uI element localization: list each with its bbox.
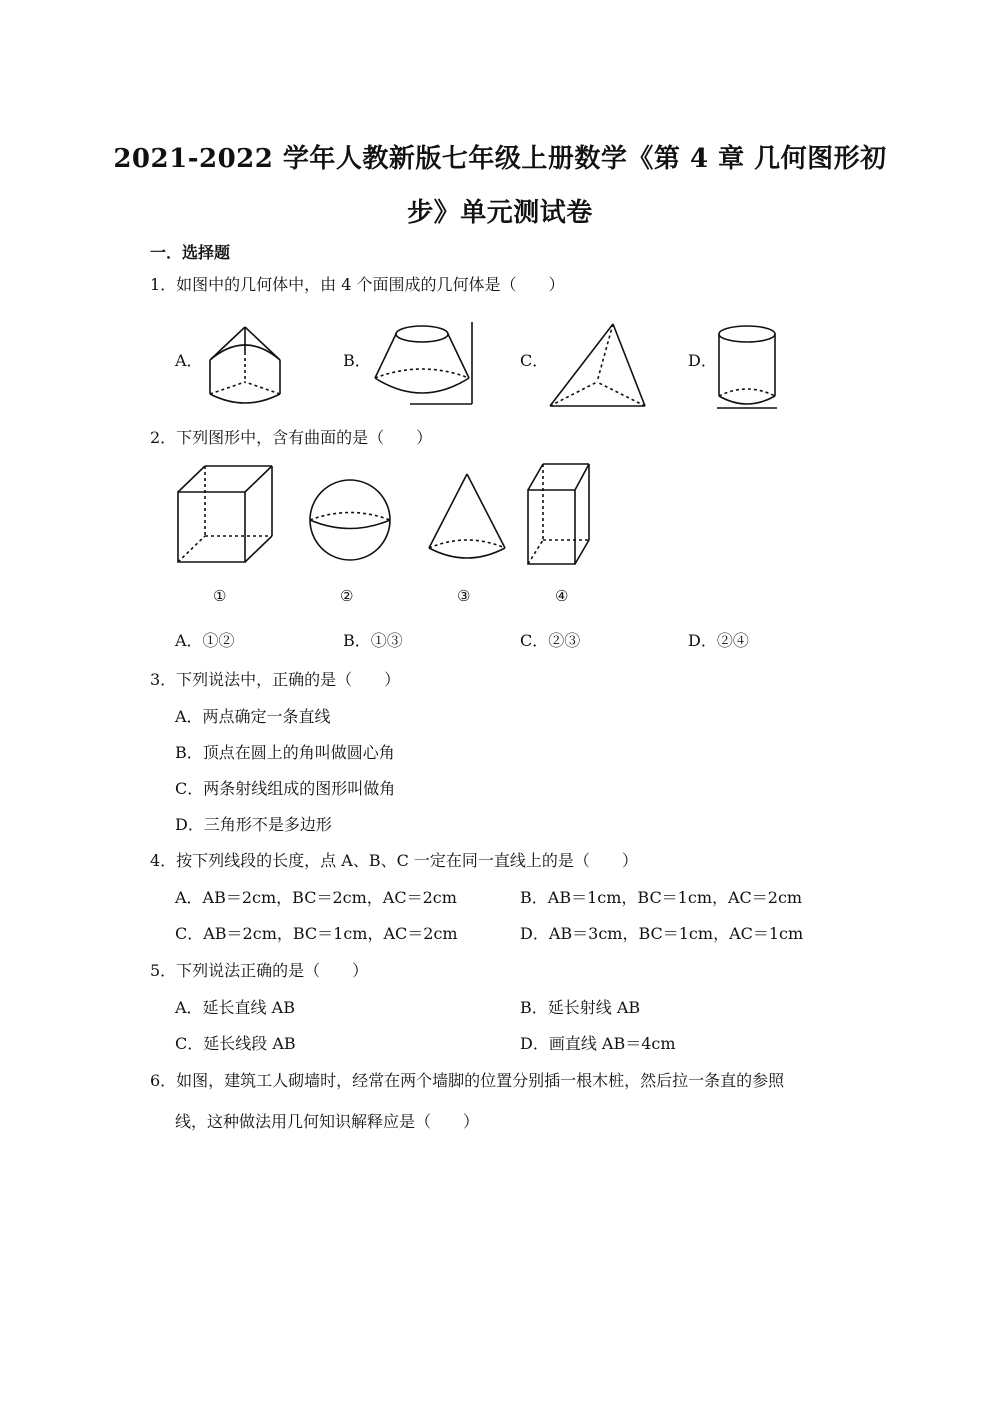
q4-option-a[interactable]: A．AB＝2cm，BC＝2cm，AC＝2cm <box>175 888 457 907</box>
q5-option-c[interactable]: C．延长线段 AB <box>175 1034 296 1053</box>
question-6-stem-line-2: 线，这种做法用几何知识解释应是（ ） <box>175 1112 480 1131</box>
q3-option-c[interactable]: C．两条射线组成的图形叫做角 <box>175 779 396 798</box>
q2-figure-2-label: ② <box>340 587 354 605</box>
q1-option-a-label[interactable]: A． <box>175 351 203 370</box>
q2-figure-4-label: ④ <box>555 587 569 605</box>
question-4-stem: 4．按下列线段的长度，点 A、B、C 一定在同一直线上的是（ ） <box>150 851 638 870</box>
q2-figure-1-label: ① <box>213 587 227 605</box>
q1-figure-b-frustum <box>370 320 475 406</box>
q1-option-b-label[interactable]: B． <box>343 351 371 370</box>
question-5-stem: 5．下列说法正确的是（ ） <box>150 961 369 980</box>
q3-option-b[interactable]: B．顶点在圆上的角叫做圆心角 <box>175 743 395 762</box>
q5-option-d[interactable]: D．画直线 AB＝4cm <box>520 1034 676 1053</box>
q2-option-a[interactable]: A．①② <box>175 631 235 650</box>
q2-figure-2-sphere <box>305 475 395 565</box>
q1-figure-c-tetrahedron <box>545 320 650 410</box>
question-3-stem: 3．下列说法中，正确的是（ ） <box>150 670 401 689</box>
q4-option-b[interactable]: B．AB＝1cm，BC＝1cm，AC＝2cm <box>520 888 803 907</box>
question-1-stem: 1．如图中的几何体中，由 4 个面围成的几何体是（ ） <box>150 275 565 294</box>
q2-figure-1-cube <box>175 462 275 568</box>
q4-option-d[interactable]: D．AB＝3cm，BC＝1cm，AC＝1cm <box>520 924 804 943</box>
q2-figure-3-cone <box>425 470 510 565</box>
q1-option-c-label[interactable]: C． <box>520 351 549 370</box>
q2-option-b[interactable]: B．①③ <box>343 631 403 650</box>
q2-figure-4-prism <box>525 460 595 570</box>
page-title-line-1: 2021-2022 学年人教新版七年级上册数学《第 4 章 几何图形初 <box>113 144 887 174</box>
q2-option-c[interactable]: C．②③ <box>520 631 581 650</box>
q1-figure-d-cylinder <box>715 322 780 412</box>
q3-option-d[interactable]: D．三角形不是多边形 <box>175 815 332 834</box>
q1-figure-a-cylinder-sector <box>200 322 290 412</box>
page-title-line-2: 步》单元测试卷 <box>407 198 593 228</box>
question-2-stem: 2．下列图形中，含有曲面的是（ ） <box>150 428 433 447</box>
q4-option-c[interactable]: C．AB＝2cm，BC＝1cm，AC＝2cm <box>175 924 458 943</box>
q2-option-d[interactable]: D．②④ <box>688 631 749 650</box>
question-6-stem-line-1: 6．如图，建筑工人砌墙时，经常在两个墙脚的位置分别插一根木桩，然后拉一条直的参照 <box>150 1071 785 1090</box>
section-heading: 一．选择题 <box>150 243 231 262</box>
q2-figure-3-label: ③ <box>457 587 471 605</box>
q5-option-b[interactable]: B．延长射线 AB <box>520 998 641 1017</box>
q5-option-a[interactable]: A．延长直线 AB <box>175 998 295 1017</box>
q3-option-a[interactable]: A．两点确定一条直线 <box>175 707 331 726</box>
q1-option-d-label[interactable]: D． <box>688 351 717 370</box>
